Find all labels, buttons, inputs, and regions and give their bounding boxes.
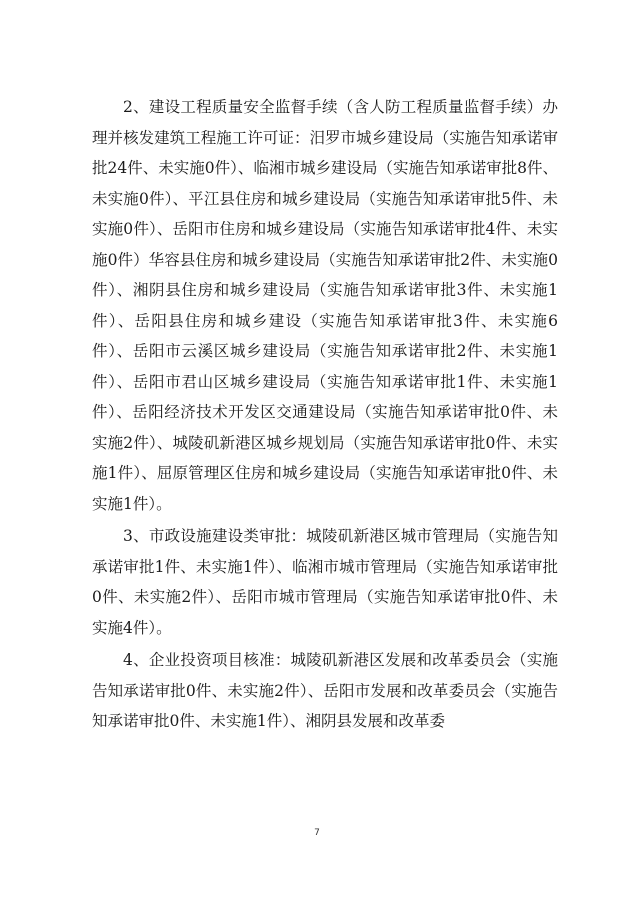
paragraph-item-2: 2、建设工程质量安全监督手续（含人防工程质量监督手续）办理并核发建筑工程施工许可证：汨罗市城乡建设局（实施告知承诺审批24件、未实施0件）、临湘市城乡建设局（实施告知承诺审批8件、未实施0件）、平江县住房和城乡建设局（实施告知承诺审批5件、未实施0件）、岳阳市住房和城乡建设局（实施告知承诺审批4件、未实施0件）华容县住房和城乡建设局（实施告知承诺审批2件、未实施0件）、湘阴县住房和城乡建设局（实施告知承诺审批3件、未实施1件）、岳阳县住房和城乡建设（实施告知承诺审批3件、未实施6件）、岳阳市云溪区城乡建设局（实施告知承诺审批2件、未实施1件）、岳阳市君山区城乡建设局（实施告知承诺审批1件、未实施1件）、岳阳经济技术开发区交通建设局（实施告知承诺审批0件、未实施2件）、城陵矶新港区城乡规划局（实施告知承诺审批0件、未实施1件）、屈原管理区住房和城乡建设局（实施告知承诺审批0件、未实施1件）。 [92, 98, 558, 513]
paragraph-item-4: 4、企业投资项目核准：城陵矶新港区发展和改革委员会（实施告知承诺审批0件、未实施2件）、岳阳市发展和改革委员会（实施告知承诺审批0件、未实施1件）、湘阴县发展和改革委 [92, 651, 558, 730]
page-number: 7 [314, 828, 320, 838]
paragraph-item-3: 3、市政设施建设类审批：城陵矶新港区城市管理局（实施告知承诺审批1件、未实施1件）、临湘市城市管理局（实施告知承诺审批0件、未实施2件）、岳阳市城市管理局（实施告知承诺审批0件、未实施4件）。 [92, 527, 558, 637]
document-body [92, 92, 558, 737]
